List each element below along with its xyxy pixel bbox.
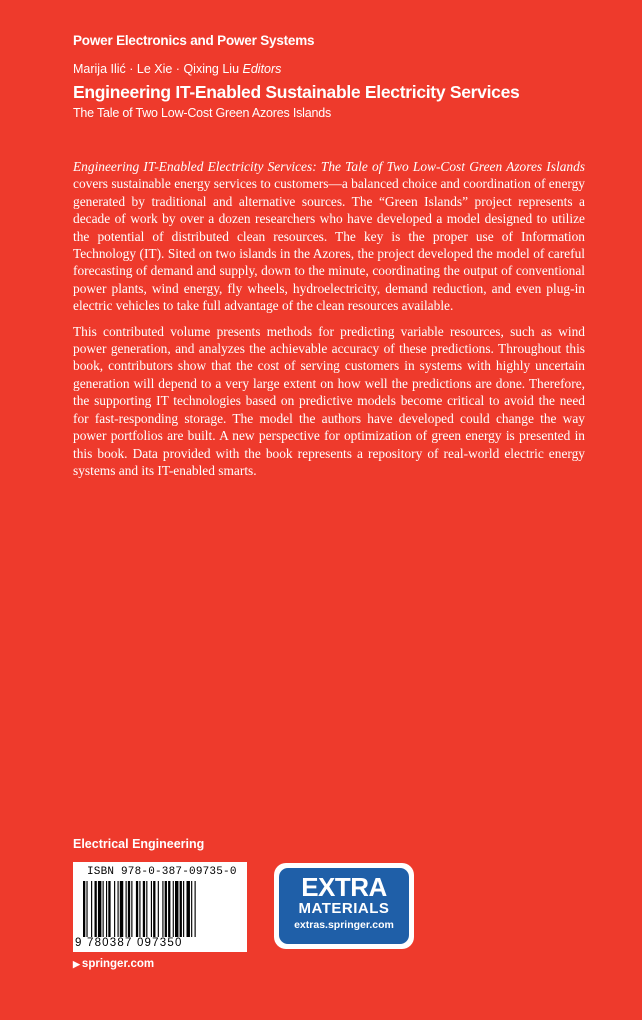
isbn-label: ISBN 978-0-387-09735-0 [87,866,237,878]
materials-label: MATERIALS [298,900,390,917]
book-title: Engineering IT-Enabled Sustainable Electricity Services [73,82,520,102]
extra-materials-badge-inner [279,868,409,944]
blurb [73,158,585,487]
blurb-book-name: Engineering IT-Enabled Electricity Services: The Tale of Two Low-Cost Green Azores Islands [73,159,585,174]
barcode-icon [79,881,241,937]
extra-materials-badge[interactable] [274,863,414,949]
book-subtitle: The Tale of Two Low-Cost Green Azores Islands [73,106,332,120]
extras-url: extras.springer.com [294,919,394,931]
arrow-right-icon: ▶ [73,959,80,969]
blurb-paragraph-2: This contributed volume presents methods for predicting variable resources, such as wind power generation, and analyzes the achievable accuracy of these predictions. Throughout this book, contributors show that the cost of serving customers in systems with highly uncertain generation will depend to a very large extent on how well the predictions are done. Therefore, the supporting IT technologies based on predictive models become critical to avoid the need for fast-responding storage. The model the authors have developed could change the way power portfolios are built. A new perspective for optimization of green energy is presented in this book. Data provided with the book represents a repository of real-world electric energy systems and its IT-enabled smarts. [73,323,585,478]
editors-role: Editors [242,62,282,76]
blurb-paragraph-1 [73,158,585,315]
series-title: Power Electronics and Power Systems [73,33,315,48]
publisher-link[interactable] [73,958,154,970]
isbn-barcode [73,862,247,952]
subject-category: Electrical Engineering [73,837,205,851]
blurb-paragraph-1-text: covers sustainable energy services to customers—a balanced choice and coordination of energy generated by traditional and alternative sources. The “Green Islands” project represents a decade of work by over a dozen researchers who have developed a model designed to utilize the potential of distributed clean resources. The key is the proper use of Information Technology (IT). Sited on two islands in the Azores, the project developed the model of careful forecasting of demand and supply, down to the minute, coordinating the output of conventional power plants, wind energy, fly wheels, hydroelectricity, demand reduction, and even plug-in electric vehicles to take full advantage of the clean resources available. [73,176,585,314]
barcode-digits: 9 780387 097350 [75,937,183,949]
publisher-url: springer.com [81,958,155,970]
editors-line [73,62,281,76]
extra-label: EXTRA [301,872,387,902]
editor-names: Marija Ilić · Le Xie · Qixing Liu [73,62,240,76]
